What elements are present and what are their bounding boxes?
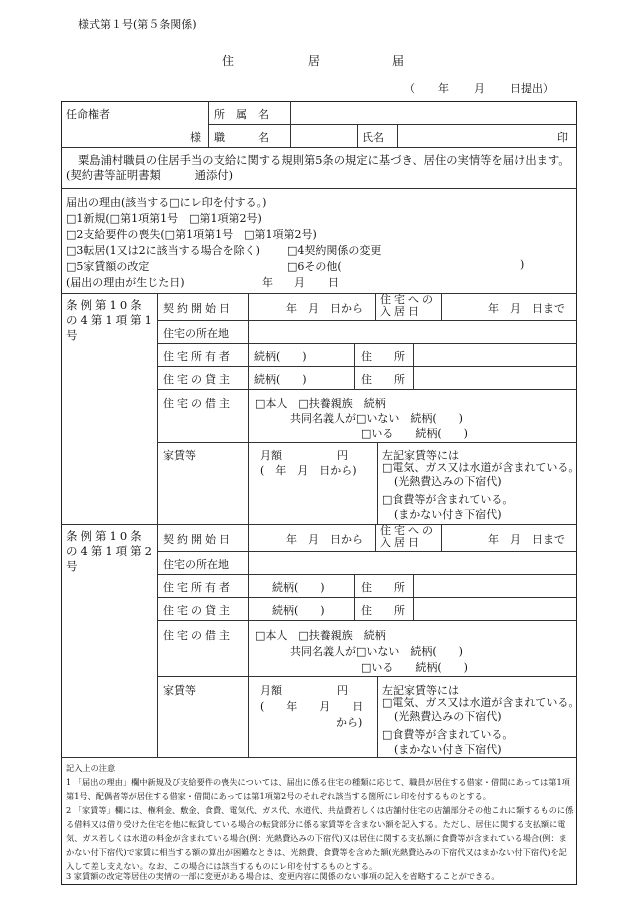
section2-co-owner-none[interactable]: 共同名義人が□いない 続柄( ) [290,645,463,658]
section2-monthly-from: ( 年 月 日 [260,700,364,713]
reason-occurred-month: 月 [294,276,305,289]
note-2: 2 「家賃等」欄には、権利金、敷金、食費、電気代、ガス代、水道代、共益費若しくは店舗付住宅の店舗部分その他これに類するものに係る借料又は借り受けた住宅を他に転貸している場合の転貸部分に係る家賃等を含まない額を記入する。ただし、居住に関する支払額に電気、ガス若しくは水道の料金が含まれている場合(例：光熱費込みの下宿代)又は居住に関する支払額に食費等が含まれている場合(例：まかない付下宿代)で家賃に相当する額の算出が困難なときは、光熱費、食費等を含めた額(光熱費込みの下宿代又はまかない付下宿代)を記入して差し支えない。なお、この場合には該当するものにレ印を付するものとする。 [66,805,574,871]
section1-note-meal[interactable]: □食費等が含まれている。 [382,493,514,506]
section2-monthly-from-2: から) [336,716,363,729]
statement-text: 粟島浦村職員の住居手当の支給に関する規則第5条の規定に基づき、居住の実情等を届け出ます。(契約書等証明書類 通添付) [66,154,570,182]
section1-note-utilities[interactable]: □電気、ガス又は水道が含まれている。(光熱費込みの下宿代) [382,461,580,488]
submit-date-year: 年 [438,82,449,95]
section1-monthly: 月額 円 [260,449,348,462]
page-title-2: 居 [308,54,321,68]
form-number: 様式第１号(第５条関係) [78,18,197,31]
section2-co-owner-yes[interactable]: □いる 続柄( ) [361,661,468,674]
section1-co-owner-none[interactable]: 共同名義人が□いない 続柄( ) [290,412,463,425]
reason-occurred-label: (届出の理由が生じた日) [66,276,185,289]
section1-start-from: 年 月 日から [286,302,363,315]
reason-new[interactable]: □1新規(□第1項第1号 □第1項第2号) [66,212,262,225]
section2-note-meal-2: (まかない付き下宿代) [394,743,502,756]
section2-label: 条例第10条の4第1項第2号 [66,529,155,573]
section2-lender-label: 住宅の貸主 [163,604,233,617]
section1-movein-until: 年 月 日まで [488,302,565,315]
section1-note-head: 左記家賃等には [382,449,459,462]
note-3: 3 家賃額の改定等居住の実情の一部に変更がある場合は、変更内容に関係のない事項の記入を省略することができる。 [66,871,500,881]
section2-start-label: 契約開始日 [163,533,233,546]
section2-movein-label: 住宅への入居日 [380,524,436,549]
section1-owner-relation: 続柄( ) [254,350,307,363]
reason-heading: 届出の理由(該当する□にレ印を付する。) [66,196,267,209]
affiliation-label: 所 属 名 [214,108,269,121]
section1-lender-label: 住宅の貸主 [163,373,233,386]
section2-movein-until: 年 月 日まで [488,533,565,546]
section1-movein-label: 住宅への入居日 [380,293,436,318]
notes-heading: 記入上の注意 [66,763,116,773]
submit-date-month: 月 [474,82,485,95]
section2-owner-label: 住宅所有者 [163,581,233,594]
name-label: 氏名 [362,131,384,144]
section2-borrower-self[interactable]: □本人 □扶養親族 続柄 [255,629,386,642]
section2-lender-relation: 続柄( ) [272,604,325,617]
submit-date-open: （ [404,82,415,95]
job-title-label: 職 名 [214,131,269,144]
section2-note-head: 左記家賃等には [382,684,459,697]
section1-monthly-from: ( 年 月 日から) [260,464,357,477]
section2-note-utilities[interactable]: □電気、ガス又は水道が含まれている。(光熱費込みの下宿代) [382,696,580,723]
section1-rent-label: 家賃等 [163,449,196,462]
submit-date-day: 日提出） [510,82,554,95]
reason-occurred-year: 年 [262,276,273,289]
section1-location-label: 住宅の所在地 [163,327,229,340]
reason-other[interactable]: □6その他( [287,260,342,273]
section1-owner-address: 住 所 [361,350,405,363]
section1-note-meal-2: (まかない付き下宿代) [394,508,502,521]
section2-monthly: 月額 円 [260,684,348,697]
seal-mark: 印 [557,131,568,144]
section2-lender-address: 住 所 [361,604,405,617]
section2-location-label: 住宅の所在地 [163,558,229,571]
section2-rent-label: 家賃等 [163,684,196,697]
reason-move[interactable]: □3転居(1又は2に該当する場合を除く) [66,244,260,257]
reason-loss[interactable]: □2支給要件の喪失(□第1項第1号 □第1項第2号) [66,228,317,241]
section1-co-owner-yes[interactable]: □いる 続柄( ) [361,427,468,440]
honorific-label: 様 [190,131,201,144]
page-title-3: 届 [392,54,405,68]
section2-start-from: 年 月 日から [286,533,363,546]
section1-start-label: 契約開始日 [163,302,233,315]
section2-borrower-label: 住宅の借主 [163,629,233,642]
reason-rent[interactable]: □5家賃額の改定 [66,260,150,273]
section1-lender-address: 住 所 [361,373,405,386]
section2-owner-address: 住 所 [361,581,405,594]
section1-lender-relation: 続柄( ) [254,373,307,386]
section1-label: 条例第10条の4第1項第1号 [66,298,155,342]
section2-note-meal[interactable]: □食費等が含まれている。 [382,728,514,741]
reason-other-close: ) [520,258,525,271]
section2-owner-relation: 続柄( ) [272,581,325,594]
appointer-label: 任命権者 [66,108,110,121]
page-title-1: 住 [222,54,235,68]
section1-borrower-label: 住宅の借主 [163,397,233,410]
section1-borrower-self[interactable]: □本人 □扶養親族 続柄 [255,397,386,410]
reason-contract[interactable]: □4契約関係の変更 [287,244,382,257]
section1-owner-label: 住宅所有者 [163,350,233,363]
note-1: 1 「届出の理由」欄中新規及び支給要件の喪失については、届出に係る住宅の種類に応じて、職員が居住する借家・借間にあっては第1項第1号、配偶者等が居住する借家・借間にあっては第1項第2号のそれぞれ該当する箇所にレ印を付するものとする。 [66,777,570,801]
reason-occurred-day: 日 [328,276,339,289]
